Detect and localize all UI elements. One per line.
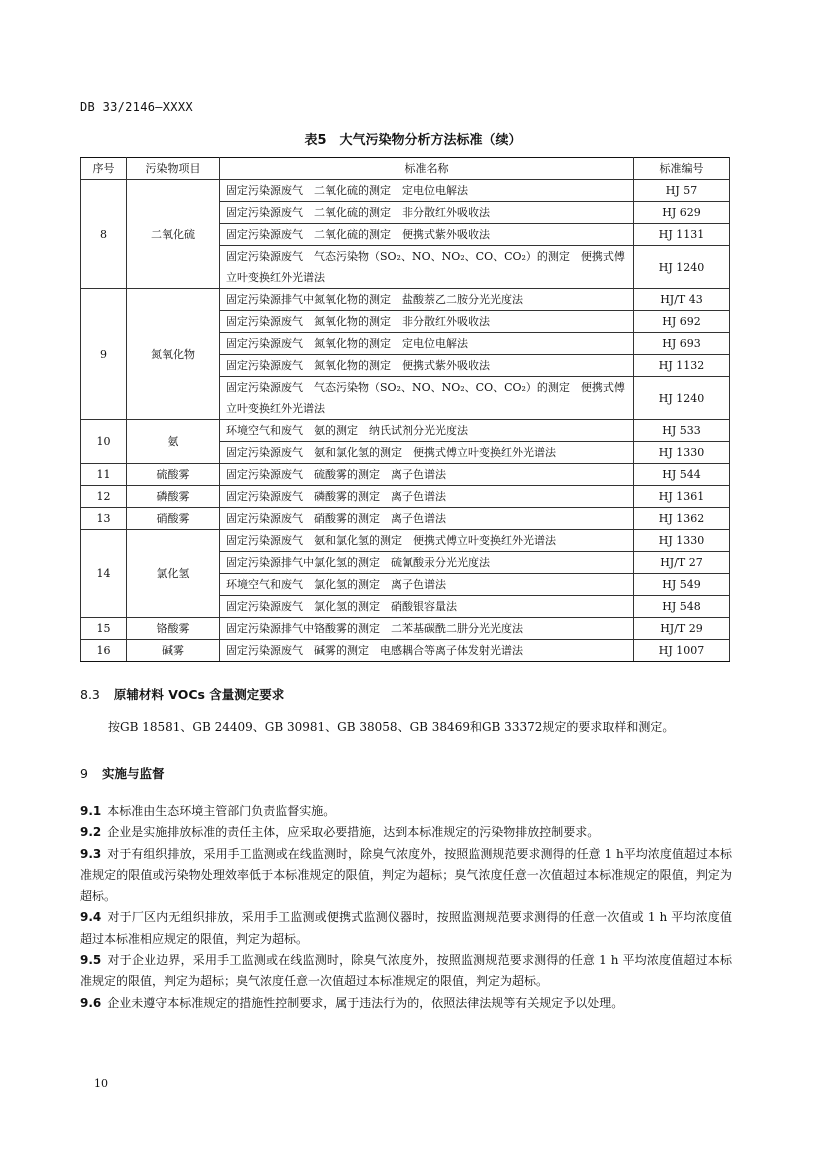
clause-number: 9.6 xyxy=(80,995,102,1010)
cell-standard-name: 环境空气和废气 氯化氢的测定 离子色谱法 xyxy=(220,574,634,596)
clause xyxy=(80,844,732,908)
cell-standard-code: HJ 1361 xyxy=(634,486,730,508)
cell-standard-name: 固定污染源废气 氯化氢的测定 硝酸银容量法 xyxy=(220,596,634,618)
table-row xyxy=(81,420,730,442)
cell-no: 14 xyxy=(81,530,127,618)
clause-text: 本标准由生态环境主管部门负责监督实施。 xyxy=(107,804,336,818)
table-row xyxy=(81,508,730,530)
cell-no: 11 xyxy=(81,464,127,486)
col-header-item: 污染物项目 xyxy=(127,158,220,180)
cell-standard-code: HJ 1330 xyxy=(634,442,730,464)
cell-standard-code: HJ 57 xyxy=(634,180,730,202)
cell-standard-code: HJ 533 xyxy=(634,420,730,442)
clause-text: 企业未遵守本标准规定的措施性控制要求，属于违法行为的，依照法律法规等有关规定予以处理。 xyxy=(107,995,624,1010)
cell-standard-code: HJ 693 xyxy=(634,333,730,355)
cell-pollutant: 磷酸雾 xyxy=(127,486,220,508)
clause xyxy=(80,907,732,950)
cell-standard-code: HJ 1330 xyxy=(634,530,730,552)
cell-standard-code: HJ 1240 xyxy=(634,246,730,289)
table-row xyxy=(81,464,730,486)
cell-standard-name: 固定污染源废气 二氧化硫的测定 定电位电解法 xyxy=(220,180,634,202)
cell-pollutant: 碱雾 xyxy=(127,640,220,662)
table-body xyxy=(81,180,730,662)
document-code: DB 33/2146—XXXX xyxy=(80,100,193,114)
clause-number: 9.4 xyxy=(80,910,102,925)
cell-standard-name: 固定污染源废气 氨和氯化氢的测定 便携式傅立叶变换红外光谱法 xyxy=(220,530,634,552)
cell-standard-name: 固定污染源废气 硝酸雾的测定 离子色谱法 xyxy=(220,508,634,530)
cell-standard-name: 固定污染源排气中氯化氢的测定 硫氰酸汞分光光度法 xyxy=(220,552,634,574)
cell-standard-code: HJ 549 xyxy=(634,574,730,596)
cell-standard-name: 固定污染源排气中氮氧化物的测定 盐酸萘乙二胺分光光度法 xyxy=(220,289,634,311)
section-9-heading xyxy=(80,764,164,782)
cell-standard-code: HJ 629 xyxy=(634,202,730,224)
clause xyxy=(80,801,732,822)
cell-standard-name: 固定污染源废气 氮氧化物的测定 非分散红外吸收法 xyxy=(220,311,634,333)
section-title: 原辅材料 VOCs 含量测定要求 xyxy=(113,687,285,702)
cell-standard-name: 固定污染源废气 氮氧化物的测定 定电位电解法 xyxy=(220,333,634,355)
clause-text: 对于厂区内无组织排放，采用手工监测或便携式监测仪器时，按照监测规范要求测得的任意一次值或 1 h 平均浓度值超过本标准相应规定的限值，判定为超标。 xyxy=(80,910,732,946)
table-row xyxy=(81,640,730,662)
cell-standard-code: HJ 1132 xyxy=(634,355,730,377)
cell-standard-code: HJ/T 27 xyxy=(634,552,730,574)
cell-standard-name: 固定污染源废气 氮氧化物的测定 便携式紫外吸收法 xyxy=(220,355,634,377)
cell-no: 9 xyxy=(81,289,127,420)
cell-standard-name: 固定污染源废气 气态污染物（SO₂、NO、NO₂、CO、CO₂）的测定 便携式傅立叶变换红外光谱法 xyxy=(220,377,634,420)
col-header-name: 标准名称 xyxy=(220,158,634,180)
cell-standard-code: HJ 1007 xyxy=(634,640,730,662)
section-number: 8.3 xyxy=(80,687,100,702)
cell-pollutant: 铬酸雾 xyxy=(127,618,220,640)
cell-standard-name: 固定污染源废气 二氧化硫的测定 便携式紫外吸收法 xyxy=(220,224,634,246)
clause-number: 9.2 xyxy=(80,825,102,840)
section-8-3-text: 按GB 18581、GB 24409、GB 30981、GB 38058、GB 38469和GB 33372规定的要求取样和测定。 xyxy=(108,720,675,734)
cell-standard-name: 固定污染源废气 氨和氯化氢的测定 便携式傅立叶变换红外光谱法 xyxy=(220,442,634,464)
clause-text: 企业是实施排放标准的责任主体，应采取必要措施，达到本标准规定的污染物排放控制要求。 xyxy=(107,825,600,840)
cell-standard-code: HJ 1131 xyxy=(634,224,730,246)
col-header-no: 序号 xyxy=(81,158,127,180)
table-row xyxy=(81,180,730,202)
table-row xyxy=(81,618,730,640)
cell-no: 12 xyxy=(81,486,127,508)
cell-standard-name: 环境空气和废气 氨的测定 纳氏试剂分光光度法 xyxy=(220,420,634,442)
cell-pollutant: 硝酸雾 xyxy=(127,508,220,530)
section-title: 实施与监督 xyxy=(101,766,165,781)
cell-no: 16 xyxy=(81,640,127,662)
table-row xyxy=(81,289,730,311)
page-number: 10 xyxy=(94,1077,108,1090)
table-title: 表5 大气污染物分析方法标准（续） xyxy=(304,133,522,148)
cell-no: 13 xyxy=(81,508,127,530)
clause xyxy=(80,950,732,993)
cell-standard-name: 固定污染源废气 二氧化硫的测定 非分散红外吸收法 xyxy=(220,202,634,224)
clause-text: 对于有组织排放，采用手工监测或在线监测时，除臭气浓度外，按照监测规范要求测得的任意 1 h平均浓度值超过本标准规定的限值或污染物处理效率低于本标准规定的限值，判定为超标；臭气浓度任意一次值超过本标准规定的限值，判定为超标。 xyxy=(80,846,732,904)
table-header-row xyxy=(81,158,730,180)
cell-standard-code: HJ 544 xyxy=(634,464,730,486)
cell-standard-code: HJ 1362 xyxy=(634,508,730,530)
cell-standard-name: 固定污染源废气 硫酸雾的测定 离子色谱法 xyxy=(220,464,634,486)
cell-no: 15 xyxy=(81,618,127,640)
table-row xyxy=(81,486,730,508)
cell-no: 10 xyxy=(81,420,127,464)
cell-pollutant: 氨 xyxy=(127,420,220,464)
clause-text: 对于企业边界，采用手工监测或在线监测时，除臭气浓度外，按照监测规范要求测得的任意 1 h 平均浓度值超过本标准规定的限值，判定为超标；臭气浓度任意一次值超过本标准规定的限值，判定为超标。 xyxy=(80,953,732,989)
cell-standard-name: 固定污染源废气 磷酸雾的测定 离子色谱法 xyxy=(220,486,634,508)
cell-pollutant: 二氧化硫 xyxy=(127,180,220,289)
clause xyxy=(80,822,732,843)
cell-standard-code: HJ/T 43 xyxy=(634,289,730,311)
cell-pollutant: 氯化氢 xyxy=(127,530,220,618)
cell-standard-code: HJ/T 29 xyxy=(634,618,730,640)
cell-standard-code: HJ 1240 xyxy=(634,377,730,420)
table-row xyxy=(81,530,730,552)
cell-pollutant: 氮氧化物 xyxy=(127,289,220,420)
cell-standard-code: HJ 692 xyxy=(634,311,730,333)
col-header-code: 标准编号 xyxy=(634,158,730,180)
section-9-clauses xyxy=(80,801,732,1014)
cell-standard-code: HJ 548 xyxy=(634,596,730,618)
cell-standard-name: 固定污染源排气中铬酸雾的测定 二苯基碳酰二肼分光光度法 xyxy=(220,618,634,640)
clause-number: 9.3 xyxy=(80,846,102,861)
clause xyxy=(80,993,732,1014)
cell-standard-name: 固定污染源废气 气态污染物（SO₂、NO、NO₂、CO、CO₂）的测定 便携式傅立叶变换红外光谱法 xyxy=(220,246,634,289)
cell-pollutant: 硫酸雾 xyxy=(127,464,220,486)
clause-number: 9.5 xyxy=(80,953,102,968)
section-number: 9 xyxy=(80,766,88,781)
standards-table xyxy=(80,157,730,662)
section-8-3-heading xyxy=(80,685,284,703)
cell-standard-name: 固定污染源废气 碱雾的测定 电感耦合等离子体发射光谱法 xyxy=(220,640,634,662)
cell-no: 8 xyxy=(81,180,127,289)
clause-number: 9.1 xyxy=(80,804,102,818)
